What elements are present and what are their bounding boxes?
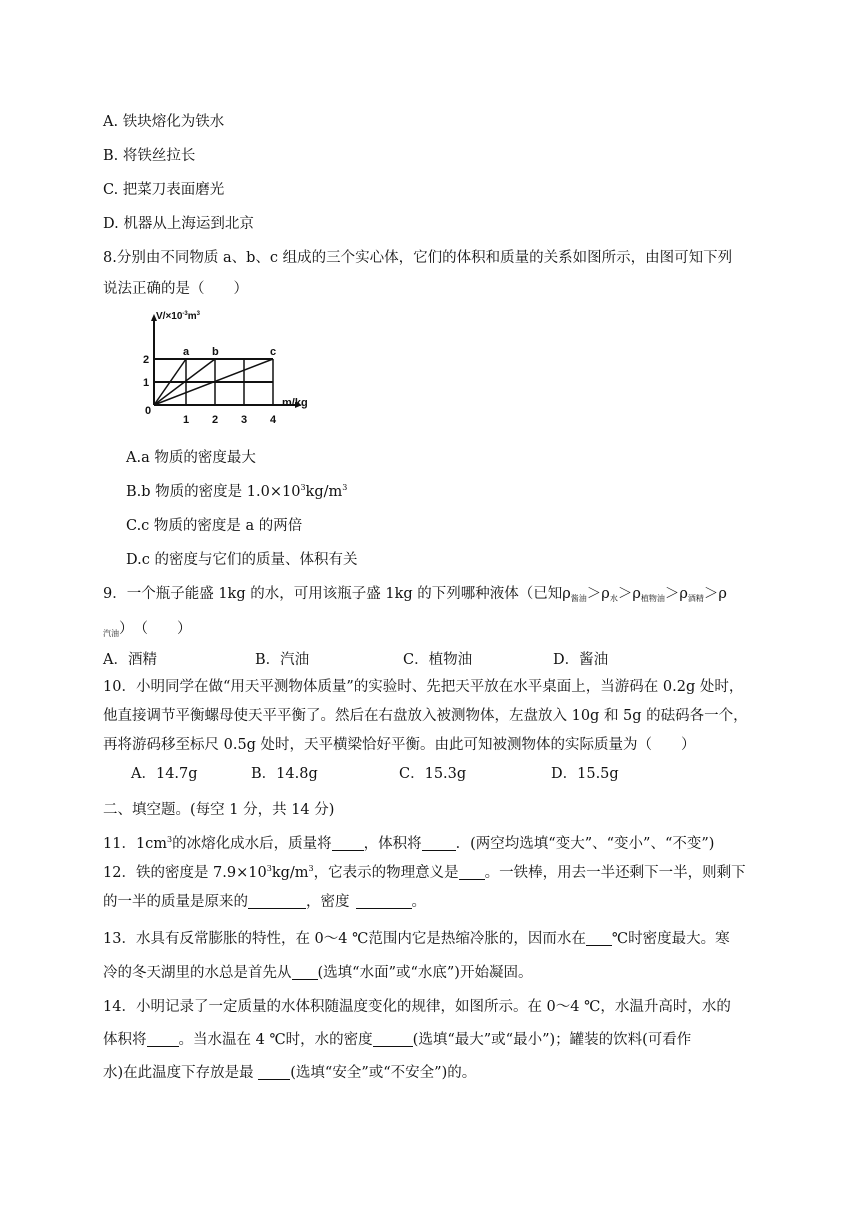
q10-stem-line1: 10．小明同学在做“用天平测物体质量”的实验时、先把天平放在水平桌面上，当游码在 0.2g 处时， xyxy=(103,679,744,695)
point-label-a: a xyxy=(183,346,190,358)
q11-blank-2[interactable] xyxy=(422,836,456,851)
q7-option-a: A. 铁块熔化为铁水 xyxy=(103,114,225,130)
q12-blank-1[interactable] xyxy=(459,865,485,880)
q9-options xyxy=(103,650,608,670)
q10-option-b: B．14.8g xyxy=(251,766,318,782)
q12-blank-3[interactable] xyxy=(356,894,412,909)
q14-stem-line3: 水)在此温度下存放是最 (选填“安全”或“不安全”)的。 xyxy=(103,1065,477,1081)
q14-blank-2[interactable] xyxy=(373,1032,413,1047)
q10-option-a: A．14.7g xyxy=(131,766,198,782)
ytick-1: 1 xyxy=(143,377,150,389)
q14-blank-1[interactable] xyxy=(147,1032,179,1047)
point-label-b: b xyxy=(212,346,219,358)
q9-stem: 9．一个瓶子能盛 1kg 的水，可用该瓶子盛 1kg 的下列哪种液体（已知$\rho_{酱油}>\rho_水>\rho_{植物油}>\rho_{酒精}>\rho$ xyxy=(103,586,727,603)
q8-stem-line2: 说法正确的是（ ） xyxy=(103,281,248,297)
q7-option-d: D. 机器从上海运到北京 xyxy=(103,216,254,232)
q12-stem-line2: 的一半的质量是原来的 ，密度 。 xyxy=(103,894,426,910)
q11-blank-1[interactable] xyxy=(332,836,364,851)
q14-stem-line1: 14．小明记录了一定质量的水体积随温度变化的规律，如图所示。在 0～4 ℃，水温升高时，水的 xyxy=(103,999,731,1015)
q13-stem-line1: 13．水具有反常膨胀的特性，在 0～4 ℃范围内它是热缩冷胀的，因而水在 ℃时密度最大。寒 xyxy=(103,931,730,947)
q8-stem-line1: 8.分别由不同物质 a、b、c 组成的三个实心体，它们的体积和质量的关系如图所示，由图可知下列 xyxy=(103,250,733,266)
q9-option-d: D．酱油 xyxy=(553,652,609,668)
q8-option-a: A.a 物质的密度最大 xyxy=(126,450,256,466)
q9-option-a: A．酒精 xyxy=(103,652,157,668)
volume-mass-graph xyxy=(140,306,315,431)
graph-ylabel: $V/\times 10^{-3}m^3$ xyxy=(156,311,201,322)
q14-blank-3[interactable] xyxy=(258,1065,290,1080)
q9-option-c: C．植物油 xyxy=(403,652,473,668)
xtick-4: 4 xyxy=(270,414,277,426)
q10-stem-line3: 再将游码移至标尺 0.5g 处时，天平横梁恰好平衡。由此可知被测物体的实际质量为（ ） xyxy=(103,737,696,753)
point-label-c: c xyxy=(270,346,277,358)
q13-stem-line2: 冷的冬天湖里的水总是首先从 (选填“水面”或“水底”)开始凝固。 xyxy=(103,965,533,981)
q11-stem: 11．$1cm^3$的冰熔化成水后，质量将 ，体积将 ．(两空均选填“变大”、“变小”、“不变”) xyxy=(103,835,715,852)
q12-stem-line1: 12．铁的密度是 $7.9\times 10^3kg/m^3$，它表示的物理意义是 。一铁棒，用去一半还剩下一半，则剩下 xyxy=(103,864,746,881)
xtick-3: 3 xyxy=(241,414,248,426)
q7-option-b: B. 将铁丝拉长 xyxy=(103,148,196,164)
q10-options xyxy=(131,764,619,784)
q8-option-b: B.b 物质的密度是 $1.0\times 10^3kg/m^3$ xyxy=(126,483,348,500)
graph-origin: 0 xyxy=(145,405,152,417)
xtick-2: 2 xyxy=(212,414,219,426)
ytick-2: 2 xyxy=(143,354,150,366)
q13-blank-1[interactable] xyxy=(586,931,612,946)
xtick-1: 1 xyxy=(183,414,190,426)
q8-option-d: D.c 的密度与它们的质量、体积有关 xyxy=(126,552,358,568)
graph-xlabel: m/kg xyxy=(282,397,308,409)
q9-stem-tail: $_{汽油}$） （ ） xyxy=(103,621,192,638)
q12-blank-2[interactable] xyxy=(248,894,306,909)
q10-stem-line2: 他直接调节平衡螺母使天平平衡了。然后在右盘放入被测物体，左盘放入 10g 和 5g 的砝码各一个， xyxy=(103,708,748,724)
q13-blank-2[interactable] xyxy=(292,965,318,980)
q10-option-c: C．15.3g xyxy=(399,766,467,782)
q9-option-b: B．汽油 xyxy=(255,652,310,668)
q8-option-c: C.c 物质的密度是 a 的两倍 xyxy=(126,518,303,534)
q10-option-d: D．15.5g xyxy=(551,766,619,782)
section-2-heading: 二、填空题。(每空 1 分，共 14 分) xyxy=(103,802,335,818)
q14-stem-line2: 体积将 。当水温在 4 ℃时，水的密度 (选填“最大”或“最小”)；罐装的饮料(可看作 xyxy=(103,1032,692,1048)
q7-option-c: C. 把菜刀表面磨光 xyxy=(103,182,225,198)
